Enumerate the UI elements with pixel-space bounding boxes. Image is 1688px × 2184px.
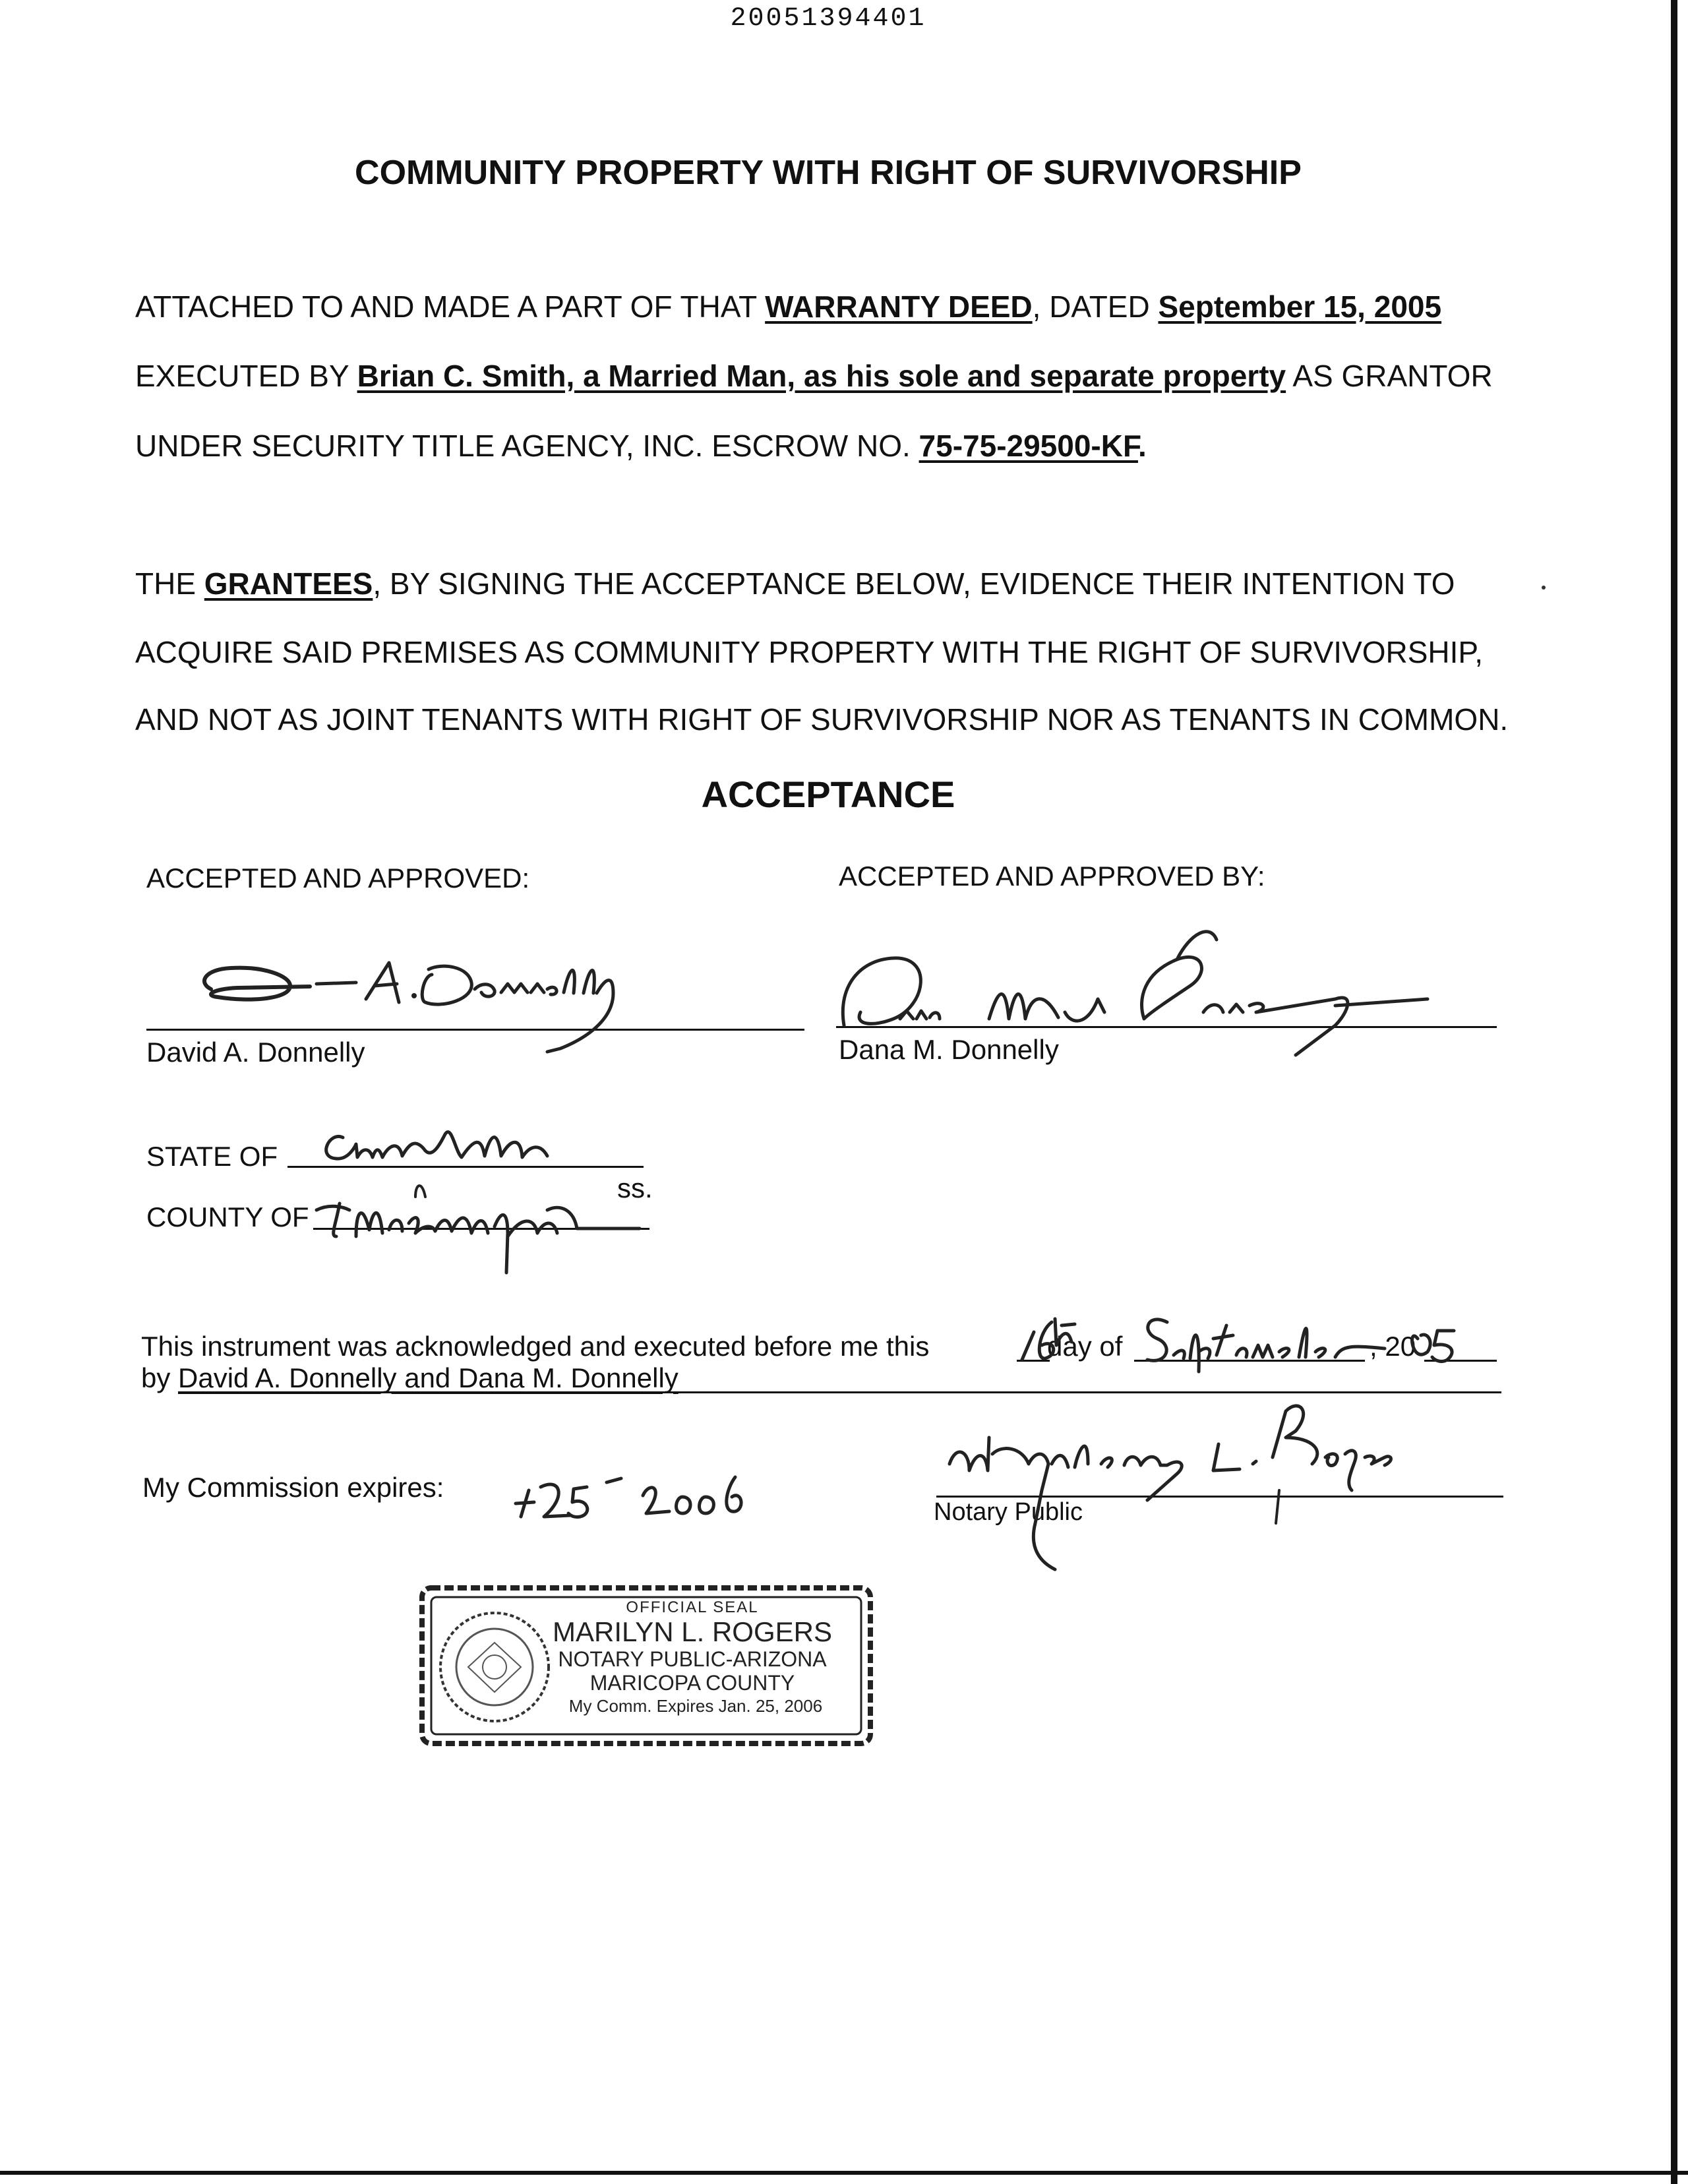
handwritten-date — [1015, 1286, 1503, 1378]
escrow-number: 75-75-29500-KF — [919, 429, 1138, 463]
notary-signature — [930, 1391, 1431, 1589]
seal-expiration: My Comm. Expires Jan. 25, 2006 — [568, 1696, 823, 1716]
para2-line1 — [135, 566, 1455, 601]
handwritten-commission-date — [508, 1451, 785, 1536]
county-of-label: COUNTY OF — [146, 1201, 309, 1232]
state-of-label: STATE OF — [146, 1141, 278, 1172]
para1-text: EXECUTED BY — [135, 359, 357, 393]
ss-label: ss. — [617, 1172, 653, 1203]
commission-expires-label: My Commission expires: — [142, 1472, 444, 1503]
year-prefix: , 20 — [1370, 1331, 1416, 1362]
para2-line2: ACQUIRE SAID PREMISES AS COMMUNITY PROPERTY WITH THE RIGHT OF SURVIVORSHIP, — [135, 635, 1483, 669]
accepted-approved-by-label: ACCEPTED AND APPROVED BY: — [839, 861, 1265, 892]
name-dana-donnelly: Dana M. Donnelly — [839, 1034, 1059, 1065]
grantees-term: GRANTEES — [204, 566, 373, 601]
para1-text: . — [1137, 429, 1147, 463]
seal-notary-state: NOTARY PUBLIC-ARIZONA — [558, 1647, 827, 1671]
stray-mark — [1542, 586, 1546, 590]
seal-county: MARICOPA COUNTY — [589, 1671, 795, 1695]
day-of-label: day of — [1047, 1331, 1123, 1362]
grantor-name: Brian C. Smith, a Married Man, as his sole and separate property — [357, 359, 1286, 393]
para1-line2 — [135, 358, 1493, 394]
para1-text: UNDER SECURITY TITLE AGENCY, INC. ESCROW NO. — [135, 429, 919, 463]
acknowledged-names: David A. Donnelly and Dana M. Donnelly — [178, 1362, 678, 1393]
acceptance-heading: ACCEPTANCE — [701, 774, 955, 815]
para1-line1 — [135, 289, 1441, 324]
document-title: COMMUNITY PROPERTY WITH RIGHT OF SURVIVORSHIP — [355, 154, 1302, 192]
handwritten-state — [316, 1118, 567, 1170]
notary-public-label: Notary Public — [934, 1498, 1083, 1526]
seal-official-seal: OFFICIAL SEAL — [626, 1598, 759, 1616]
para2-text: , BY SIGNING THE ACCEPTANCE BELOW, EVIDENCE THEIR INTENTION TO — [373, 566, 1455, 601]
para1-text: , DATED — [1032, 289, 1159, 324]
scan-edge-bottom — [0, 2171, 1688, 2175]
scan-edge-right — [1671, 0, 1677, 2184]
deed-date: September 15, 2005 — [1158, 289, 1442, 324]
para2-text: THE — [135, 566, 204, 601]
warranty-deed-term: WARRANTY DEED — [765, 289, 1033, 324]
para2-line3: AND NOT AS JOINT TENANTS WITH RIGHT OF SURVIVORSHIP NOR AS TENANTS IN COMMON. — [135, 702, 1509, 737]
para1-text: AS GRANTOR — [1286, 359, 1493, 393]
para1-text: ATTACHED TO AND MADE A PART OF THAT — [135, 289, 766, 324]
seal-notary-name: MARILYN L. ROGERS — [553, 1616, 832, 1647]
handwritten-county — [310, 1170, 653, 1283]
ack-text: This instrument was acknowledged and executed before me this — [141, 1331, 930, 1362]
document-number: 20051394401 — [730, 4, 926, 34]
accepted-approved-label: ACCEPTED AND APPROVED: — [146, 863, 530, 894]
ack-by-line — [141, 1362, 678, 1394]
para1-line3 — [135, 428, 1147, 464]
by-label: by — [141, 1362, 179, 1393]
name-david-donnelly: David A. Donnelly — [146, 1037, 365, 1068]
notary-seal-stamp — [415, 1580, 877, 1751]
